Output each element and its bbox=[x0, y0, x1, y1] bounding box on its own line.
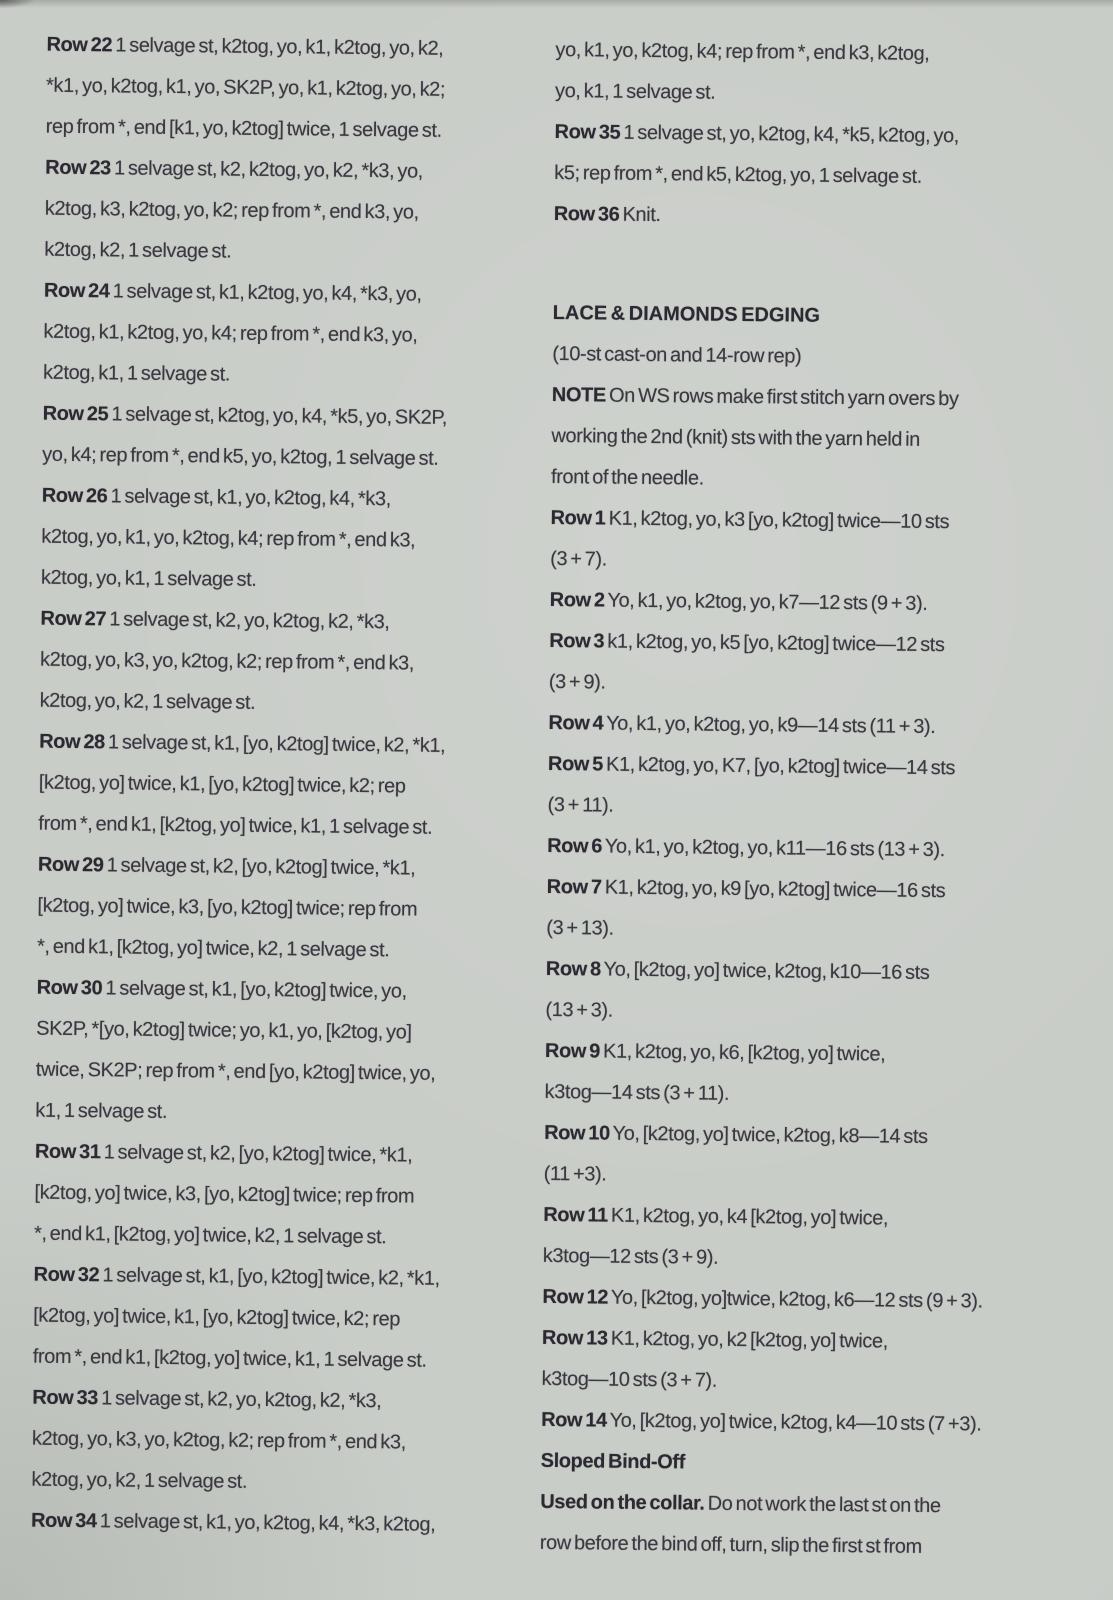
text-line bbox=[548, 703, 1088, 750]
pattern-row-paragraph bbox=[42, 394, 515, 481]
line-text: [k2tog, yo] twice, k1, [yo, k2tog] twice, k2; rep bbox=[33, 1304, 401, 1331]
pattern-row-paragraph bbox=[35, 968, 509, 1137]
line-text: k3tog—10 sts (3 + 7). bbox=[541, 1367, 718, 1392]
pattern-row-paragraph bbox=[550, 498, 1091, 586]
pattern-row-paragraph bbox=[554, 194, 1094, 241]
line-text: 1 selvage st, k2, k2tog, yo, k2, *k3, yo, bbox=[113, 157, 423, 183]
text-line bbox=[551, 416, 1091, 463]
line-text: 1 selvage st, k1, [yo, k2tog] twice, k2, *k1, bbox=[102, 1264, 440, 1290]
text-line bbox=[554, 112, 1094, 159]
line-text: Yo, k1, yo, k2tog, yo, k11—16 sts (13 + 3). bbox=[604, 835, 945, 862]
section-title: LACE & DIAMONDS EDGING bbox=[552, 301, 821, 327]
text-line bbox=[34, 1214, 506, 1260]
row-label: Row 25 bbox=[42, 402, 109, 426]
text-line bbox=[549, 580, 1089, 627]
text-line bbox=[42, 435, 514, 481]
row-label: Row 14 bbox=[541, 1408, 607, 1432]
line-text: K1, k2tog, yo, k6, [k2tog, yo] twice, bbox=[602, 1040, 886, 1066]
text-line bbox=[554, 194, 1094, 241]
pattern-row-paragraph bbox=[541, 1400, 1081, 1447]
line-text: Yo, [k2tog, yo] twice, k2tog, k10—16 sts bbox=[603, 958, 930, 984]
pattern-row-paragraph bbox=[31, 1378, 504, 1506]
pattern-row-paragraph bbox=[43, 271, 516, 399]
text-line bbox=[548, 744, 1088, 791]
text-line bbox=[35, 1132, 507, 1178]
pattern-row-paragraph bbox=[548, 703, 1088, 750]
line-text: yo, k1, yo, k2tog, k4; rep from *, end k3, k2tog, bbox=[555, 38, 930, 65]
line-text: yo, k4; rep from *, end k5, yo, k2tog, 1 selvage st. bbox=[42, 443, 439, 470]
pattern-row-paragraph bbox=[34, 1132, 507, 1260]
row-label: Row 31 bbox=[34, 1140, 101, 1164]
row-label: Row 36 bbox=[553, 202, 620, 226]
line-text: K1, k2tog, yo, K7, [yo, k2tog] twice—14 sts bbox=[605, 753, 956, 780]
line-text: (3 + 9). bbox=[548, 670, 606, 694]
line-text: (11 +3). bbox=[543, 1162, 607, 1186]
text-line bbox=[38, 804, 510, 850]
subsection-heading bbox=[540, 1441, 1080, 1488]
line-text: 1 selvage st, k2, yo, k2tog, k2, *k3, bbox=[101, 1387, 382, 1413]
line-text: Knit. bbox=[622, 203, 661, 227]
row-label: Row 34 bbox=[30, 1509, 97, 1533]
line-text: k2tog, yo, k2, 1 selvage st. bbox=[31, 1468, 248, 1493]
text-line bbox=[34, 1173, 506, 1219]
line-text: 1 selvage st, k1, [yo, k2tog] twice, k2, *k1, bbox=[107, 731, 446, 757]
line-text: row before the bind off, turn, slip the first st from bbox=[539, 1531, 922, 1558]
text-line bbox=[554, 153, 1094, 200]
line-text: [k2tog, yo] twice, k3, [yo, k2tog] twice; rep from bbox=[37, 894, 418, 921]
text-line bbox=[41, 517, 513, 563]
line-text: On WS rows make first stitch yarn overs by bbox=[608, 384, 959, 411]
text-line bbox=[546, 867, 1086, 914]
note-label: NOTE bbox=[551, 383, 606, 407]
pattern-row-paragraph bbox=[549, 621, 1090, 709]
line-text: 1 selvage st, k2, yo, k2tog, k2, *k3, bbox=[109, 608, 390, 634]
row-label: Row 3 bbox=[549, 629, 605, 653]
text-line bbox=[547, 785, 1087, 832]
pattern-row-paragraph bbox=[544, 1031, 1085, 1119]
line-text: yo, k1, 1 selvage st. bbox=[554, 79, 716, 104]
pattern-row-paragraph bbox=[45, 25, 518, 153]
text-line bbox=[546, 949, 1086, 996]
pattern-row-paragraph bbox=[38, 722, 511, 850]
line-text: 1 selvage st, k2, [yo, k2tog] twice, *k1, bbox=[103, 1141, 413, 1167]
text-line bbox=[544, 1072, 1084, 1119]
line-text: twice, SK2P; rep from *, end [yo, k2tog] twice, yo, bbox=[35, 1058, 436, 1085]
column-right bbox=[540, 30, 1096, 1570]
text-line bbox=[43, 312, 515, 358]
line-text: [k2tog, yo] twice, k3, [yo, k2tog] twice; rep from bbox=[34, 1181, 415, 1208]
pattern-row-paragraph bbox=[549, 580, 1089, 627]
line-text: 1 selvage st, k2, [yo, k2tog] twice, *k1, bbox=[106, 854, 416, 880]
row-label: Row 11 bbox=[543, 1203, 608, 1227]
row-label: Row 29 bbox=[37, 853, 104, 877]
text-line bbox=[45, 189, 517, 235]
line-text: (3 + 11). bbox=[547, 793, 614, 817]
text-line bbox=[46, 25, 518, 71]
text-line bbox=[553, 293, 1093, 340]
line-text: Yo, [k2tog, yo] twice, k2tog, k8—14 sts bbox=[612, 1122, 928, 1148]
row-label: Row 13 bbox=[541, 1326, 608, 1350]
line-text: k2tog, k3, k2tog, yo, k2; rep from *, end k3, yo, bbox=[44, 197, 419, 224]
row-label: Row 23 bbox=[45, 156, 111, 180]
pattern-row-paragraph bbox=[33, 1255, 506, 1383]
line-text: Yo, k1, yo, k2tog, yo, k9—14 sts (11 + 3). bbox=[606, 712, 936, 739]
section-subtitle bbox=[552, 334, 1092, 381]
text-line bbox=[33, 1337, 505, 1383]
pattern-row-paragraph bbox=[547, 826, 1087, 873]
row-label: Row 5 bbox=[547, 752, 604, 776]
text-line bbox=[544, 1113, 1084, 1160]
row-label: Row 33 bbox=[32, 1386, 99, 1410]
note-paragraph bbox=[551, 375, 1092, 504]
pattern-row-paragraph bbox=[543, 1113, 1084, 1201]
text-line bbox=[35, 1091, 507, 1137]
line-text: K1, k2tog, yo, k3 [yo, k2tog] twice—10 sts bbox=[608, 507, 950, 534]
text-line bbox=[547, 826, 1087, 873]
text-line bbox=[31, 1501, 503, 1547]
row-label: Row 1 bbox=[550, 506, 606, 530]
line-text: 1 selvage st, k2tog, yo, k1, k2tog, yo, k2, bbox=[115, 34, 444, 60]
text-line bbox=[555, 71, 1095, 118]
line-text: Yo, [k2tog, yo]twice, k2tog, k6—12 sts (9 + 3). bbox=[610, 1286, 983, 1313]
text-line bbox=[32, 1419, 504, 1465]
text-line bbox=[545, 1031, 1085, 1078]
text-line bbox=[36, 1050, 508, 1096]
text-line bbox=[552, 375, 1092, 422]
line-text: k2tog, yo, k3, yo, k2tog, k2; rep from *, end k3, bbox=[39, 648, 415, 675]
line-text: K1, k2tog, yo, k2 [k2tog, yo] twice, bbox=[610, 1327, 888, 1353]
text-line bbox=[42, 476, 514, 522]
line-text: K1, k2tog, yo, k9 [yo, k2tog] twice—16 sts bbox=[604, 876, 946, 903]
text-line bbox=[40, 599, 512, 645]
line-text: Do not work the last st on the bbox=[707, 1492, 941, 1518]
text-line bbox=[542, 1318, 1082, 1365]
line-text: 1 selvage st, k1, yo, k2tog, k4, *k3, k2tog, bbox=[99, 1510, 436, 1536]
row-label: Row 2 bbox=[549, 588, 605, 612]
text-line bbox=[44, 230, 516, 276]
line-text: 1 selvage st, k1, k2tog, yo, k4, *k3, yo, bbox=[112, 280, 422, 306]
text-line bbox=[42, 394, 514, 440]
text-line bbox=[550, 498, 1090, 545]
text-line bbox=[542, 1277, 1082, 1324]
text-line bbox=[38, 845, 510, 891]
line-text: k5; rep from *, end k5, k2tog, yo, 1 selvage st. bbox=[554, 161, 922, 188]
line-text: k1, 1 selvage st. bbox=[35, 1099, 168, 1123]
body-paragraph bbox=[540, 1482, 1081, 1570]
text-line bbox=[540, 1482, 1080, 1529]
text-line bbox=[45, 107, 517, 153]
text-line bbox=[541, 1400, 1081, 1447]
text-line bbox=[40, 640, 512, 686]
text-line bbox=[32, 1378, 504, 1424]
row-label: Row 4 bbox=[548, 711, 604, 735]
line-text: SK2P, *[yo, k2tog] twice; yo, k1, yo, [k2tog, yo] bbox=[36, 1017, 412, 1044]
column-left bbox=[31, 25, 519, 1564]
row-label: Row 32 bbox=[33, 1263, 100, 1287]
line-text: k3tog—12 sts (3 + 9). bbox=[542, 1244, 719, 1269]
text-line bbox=[43, 353, 515, 399]
line-text: Yo, k1, yo, k2tog, yo, k7—12 sts (9 + 3). bbox=[607, 589, 928, 615]
line-text: k2tog, k1, 1 selvage st. bbox=[42, 361, 231, 386]
line-text: *, end k1, [k2tog, yo] twice, k2, 1 selvage st. bbox=[33, 1222, 387, 1249]
text-line bbox=[45, 148, 517, 194]
pattern-row-paragraph bbox=[546, 867, 1087, 955]
line-text: 1 selvage st, yo, k2tog, k4, *k5, k2tog, yo, bbox=[623, 121, 960, 148]
line-text: from *, end k1, [k2tog, yo] twice, k1, 1 selvage st. bbox=[38, 812, 433, 839]
text-line bbox=[541, 1359, 1081, 1406]
line-text: [k2tog, yo] twice, k1, [yo, k2tog] twice, k2; rep bbox=[38, 771, 406, 798]
text-line bbox=[543, 1195, 1083, 1242]
line-text: k2tog, yo, k3, yo, k2tog, k2; rep from *, end k3, bbox=[31, 1427, 406, 1454]
line-text: 1 selvage st, k1, [yo, k2tog] twice, yo, bbox=[105, 977, 407, 1003]
line-text: (13 + 3). bbox=[545, 998, 613, 1022]
text-line bbox=[550, 539, 1090, 586]
row-continuation-paragraph bbox=[555, 30, 1096, 118]
text-line bbox=[33, 1255, 505, 1301]
pattern-row-paragraph bbox=[44, 148, 517, 276]
pattern-row-paragraph bbox=[39, 599, 512, 727]
text-line bbox=[31, 1460, 503, 1506]
line-text: *, end k1, [k2tog, yo] twice, k2, 1 selvage st. bbox=[36, 935, 390, 962]
line-text: k1, k2tog, yo, k5 [yo, k2tog] twice—12 sts bbox=[607, 630, 945, 657]
subsection-title: Sloped Bind-Off bbox=[540, 1449, 686, 1474]
text-line bbox=[46, 66, 518, 112]
pattern-row-paragraph bbox=[37, 845, 510, 973]
text-line bbox=[545, 990, 1085, 1037]
pattern-row-paragraph bbox=[541, 1318, 1082, 1406]
line-text: working the 2nd (knit) sts with the yarn held in bbox=[551, 424, 921, 451]
row-label: Row 27 bbox=[40, 607, 107, 631]
row-label: Row 28 bbox=[39, 730, 105, 754]
line-text: (3 + 13). bbox=[546, 916, 614, 940]
line-text: (3 + 7). bbox=[550, 547, 607, 571]
text-line bbox=[549, 621, 1089, 668]
row-label: Row 8 bbox=[545, 957, 601, 981]
text-line bbox=[39, 722, 511, 768]
text-line bbox=[543, 1154, 1083, 1201]
text-line bbox=[549, 662, 1089, 709]
pattern-row-paragraph bbox=[547, 744, 1088, 832]
text-line bbox=[540, 1523, 1080, 1570]
row-label: Row 22 bbox=[46, 33, 113, 57]
line-text: rep from *, end [k1, yo, k2tog] twice, 1 selvage st. bbox=[45, 115, 442, 142]
row-label: Row 7 bbox=[546, 875, 602, 899]
text-line bbox=[551, 457, 1091, 504]
text-line bbox=[41, 558, 513, 604]
row-label: Row 30 bbox=[36, 976, 103, 1000]
row-label: Row 6 bbox=[547, 834, 603, 858]
pattern-row-paragraph bbox=[543, 1195, 1084, 1283]
line-text: from *, end k1, [k2tog, yo] twice, k1, 1 selvage st. bbox=[32, 1345, 427, 1372]
text-line bbox=[33, 1296, 505, 1342]
text-line bbox=[37, 886, 509, 932]
row-label: Row 9 bbox=[544, 1039, 601, 1063]
row-label: Row 12 bbox=[542, 1285, 609, 1309]
row-label: Row 10 bbox=[544, 1121, 610, 1145]
text-line bbox=[37, 927, 509, 973]
line-text: k2tog, yo, k1, 1 selvage st. bbox=[40, 566, 257, 591]
pattern-row-paragraph bbox=[545, 949, 1086, 1037]
pattern-row-paragraph bbox=[31, 1501, 503, 1547]
text-line bbox=[543, 1236, 1083, 1283]
row-label: Row 26 bbox=[41, 484, 108, 508]
text-line bbox=[555, 30, 1095, 77]
line-text: k2tog, yo, k2, 1 selvage st. bbox=[39, 689, 256, 714]
text-line bbox=[39, 763, 511, 809]
line-text: k2tog, k2, 1 selvage st. bbox=[44, 238, 232, 263]
text-line bbox=[36, 968, 508, 1014]
pattern-row-paragraph bbox=[554, 112, 1095, 200]
row-label: Row 35 bbox=[554, 120, 621, 144]
line-text: k2tog, k1, k2tog, yo, k4; rep from *, end k3, yo, bbox=[43, 320, 418, 347]
line-text: (10-st cast-on and 14-row rep) bbox=[552, 342, 802, 368]
line-text: front of the needle. bbox=[550, 465, 704, 490]
line-text: k3tog—14 sts (3 + 11). bbox=[544, 1080, 730, 1105]
line-text: 1 selvage st, k1, yo, k2tog, k4, *k3, bbox=[110, 485, 391, 511]
pattern-row-paragraph bbox=[542, 1277, 1082, 1324]
line-text: k2tog, yo, k1, yo, k2tog, k4; rep from *, end k3, bbox=[41, 525, 416, 552]
pattern-row-paragraph bbox=[41, 476, 514, 604]
text-line bbox=[36, 1009, 508, 1055]
text-line bbox=[44, 271, 516, 317]
section-heading bbox=[553, 293, 1093, 340]
line-text: Yo, [k2tog, yo] twice, k2tog, k4—10 sts (7 +3). bbox=[609, 1409, 982, 1436]
text-line bbox=[39, 681, 511, 727]
text-line bbox=[546, 908, 1086, 955]
lead-bold-text: Used on the collar. bbox=[540, 1490, 705, 1515]
line-text: 1 selvage st, k2tog, yo, k4, *k5, yo, SK2P, bbox=[111, 403, 448, 429]
line-text: K1, k2tog, yo, k4 [k2tog, yo] twice, bbox=[610, 1204, 889, 1230]
text-line bbox=[540, 1441, 1080, 1488]
line-text: *k1, yo, k2tog, k1, yo, SK2P, yo, k1, k2tog, yo, k2; bbox=[45, 74, 446, 101]
text-line bbox=[552, 334, 1092, 381]
row-label: Row 24 bbox=[43, 279, 110, 303]
